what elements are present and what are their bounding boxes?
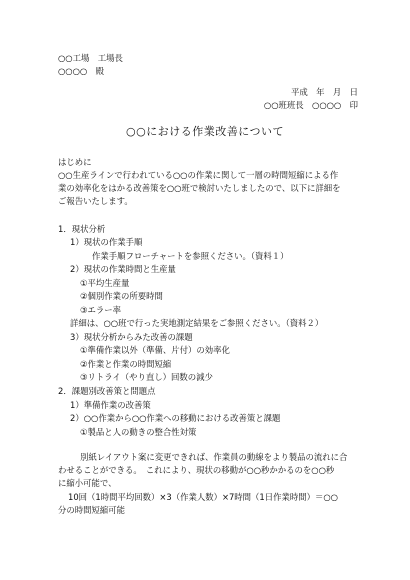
- section-1-heading: 1．現状分析: [58, 224, 106, 234]
- intro-line: 業の効率化をはかる改善策を○○班で検討いたしましたので、以下に詳細を: [58, 183, 341, 193]
- document-title: ○○における作業改善について: [126, 125, 284, 138]
- body-text: わせることができる。 これにより、現状の移動が○○秒かかるのを○○秒: [58, 465, 335, 475]
- list-item: ③エラー率: [80, 305, 122, 315]
- section-2-heading: 2．課題別改善策と問題点: [58, 386, 156, 396]
- body-text: に縮小可能で、: [58, 478, 117, 488]
- list-item: ②個別作業の所要時間: [80, 291, 163, 301]
- subsection-heading: 2）現状の作業時間と生産量: [70, 264, 176, 274]
- list-item: ①準備作業以外（準備、片付）の効率化: [80, 345, 230, 355]
- subsection-heading: 1）現状の作業手順: [70, 237, 143, 247]
- list-item: ③リトライ（やり直し）回数の減少: [80, 372, 213, 382]
- intro-line: ご報告いたします。: [58, 196, 133, 206]
- recipient-title: ○○工場 工場長: [58, 53, 123, 63]
- subsection-heading: 3）現状分析からみた改善の課題: [70, 332, 193, 342]
- body-text: 作業手順フローチャートを参照ください。（資料１）: [92, 251, 289, 261]
- formula-line: 10回（1時間平均回数）×3（作業人数）×7時間（1日作業時間）＝○○: [68, 492, 338, 502]
- body-text: 詳細は、○○班で行った実地測定結果をご参照ください。（資料２）: [70, 318, 324, 328]
- recipient-name: ○○○○ 殿: [58, 66, 104, 76]
- subsection-heading: 1）準備作業の改善策: [70, 400, 151, 410]
- list-item: ①平均生産量: [80, 278, 130, 288]
- date-line: 平成 年 月 日: [291, 87, 358, 97]
- greeting: はじめに: [58, 157, 92, 167]
- sender-line: ○○班班長 ○○○○ 印: [263, 100, 358, 110]
- list-item: ①製品と人の動きの整合性対策: [80, 427, 197, 437]
- list-item: ②作業と作業の時間短縮: [80, 359, 172, 369]
- body-text: 別紙レイアウト案に変更できれば、作業員の動線をより製品の流れに合: [80, 452, 348, 462]
- body-text: 分の時間短縮可能: [58, 505, 125, 515]
- subsection-heading: 2）○○作業から○○作業への移動における改善策と課題: [70, 413, 281, 423]
- intro-line: ○○生産ラインで行われている○○の作業に関して一層の時間短縮による作: [58, 170, 339, 180]
